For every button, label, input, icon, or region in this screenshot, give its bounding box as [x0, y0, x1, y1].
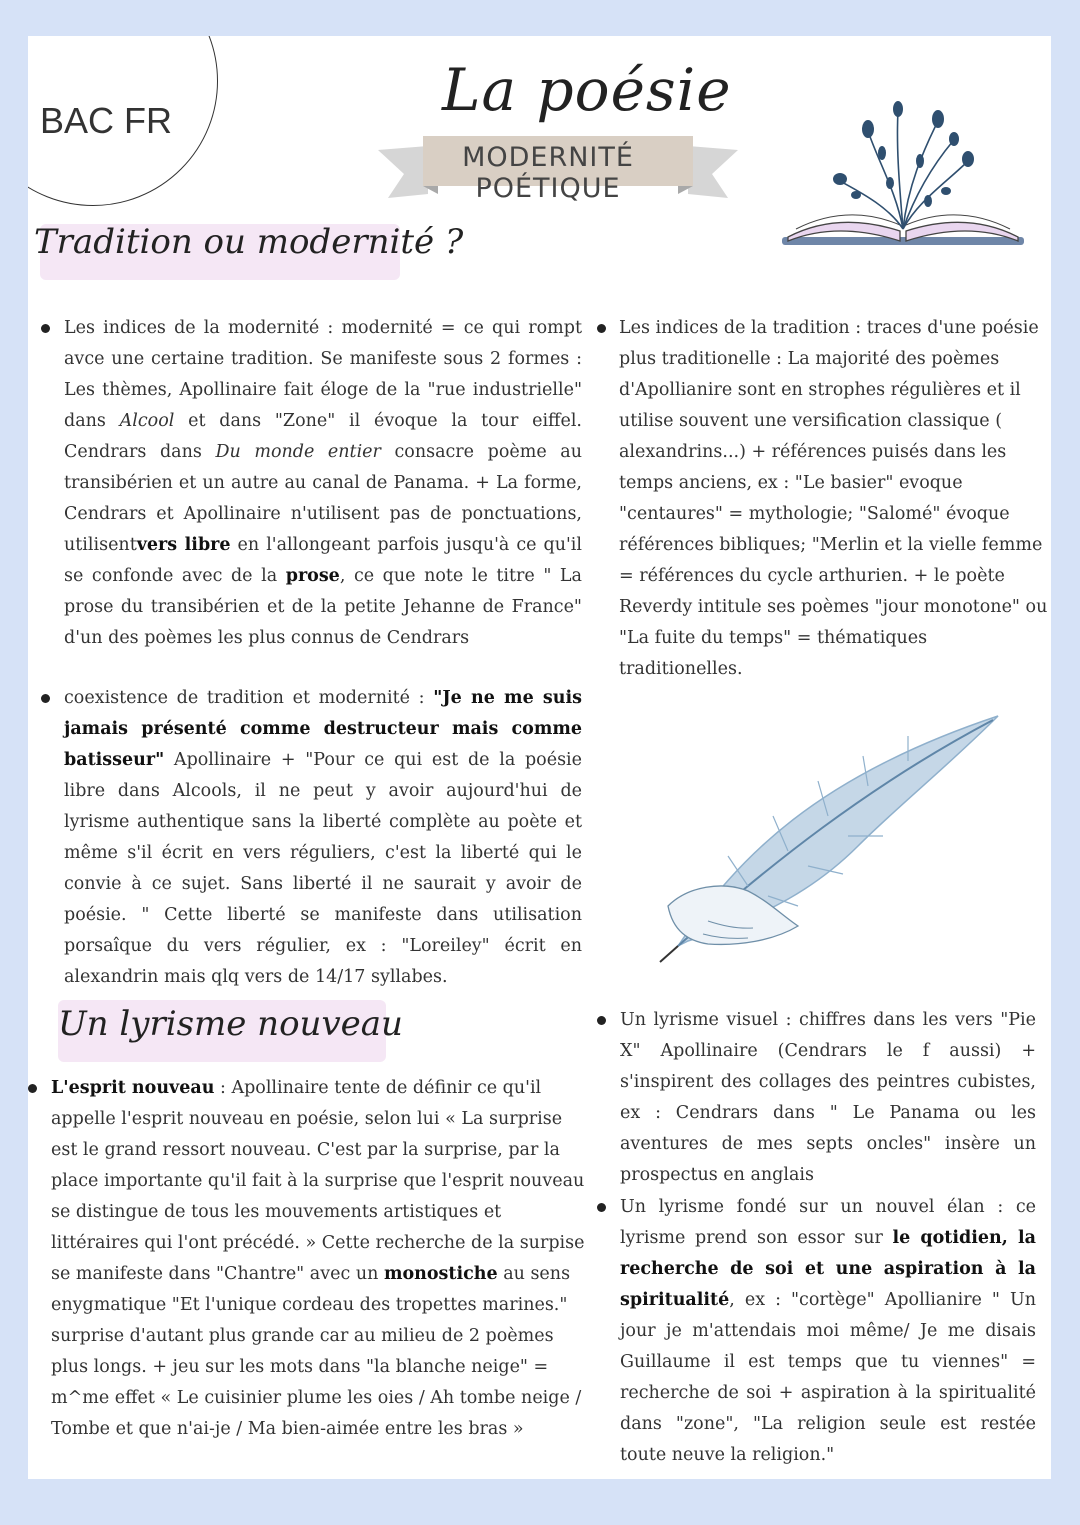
bullet-icon [28, 1084, 37, 1093]
quill-hand-icon [648, 696, 1008, 966]
paragraph-modernite: Les indices de la modernité : modernité = ce qui rompt avce une certaine tradition. Se manifeste sous 2 formes : Les thèmes, Apollinaire fait éloge de la "rue industrielle" dans Alcool et dans "Zone" il évoque la tour eiffel. Cendrars dans Du monde entier consacre poème au transibérien et un autre au canal de Panama. + La forme, Cendrars et Apollinaire n'utilisent pas de ponctuations, utilisentvers libre en l'allongeant parfois jusqu'à ce qu'il se confonde avec de la prose, ce que note le titre " La prose du transibérien et de la petite Jehanne de France" d'un des poèmes les plus connus de Cendrars [64, 318, 583, 648]
section-heading-tradition: Tradition ou modernité ? [34, 222, 463, 262]
paragraph-esprit-nouveau: L'esprit nouveau : Apollinaire tente de définir ce qu'il appelle l'esprit nouveau en poésie, selon lui « La surprise est le grand ressort nouveau. C'est par la surprise, par la place importante qu'il fait à la surprise que l'esprit nouveau se distingue de tous les mouvements artistiques et littéraires qui l'ont précédé. » Cette recherche de la surpise se manifeste dans "Chantre" avec un monostiche au sens enygmatique "Et l'unique cordeau des tropettes marines." surprise d'autant plus grande car au milieu de 2 poèmes plus longs. + jeu sur les mots dans "la blanche neige" = m^me effet « Le cuisinier plume les oies / Ah tombe neige / Tombe et que n'ai-je / Ma bien-aimée entre les bras » [51, 1078, 585, 1439]
bullet-icon [41, 324, 50, 333]
paragraph-nouvel-elan: Un lyrisme fondé sur un nouvel élan : ce lyrisme prend son essor sur le qotidien, la recherche de soi et une aspiration à la spiritualité, ex : "cortège" Apollianire " Un jour je m'attendais moi même/ Je me disais Guillaume il est temps que tu viennes" = recherche de soi + aspiration à la spiritualité dans "zone", "La religion seule est restée toute neuve la religion." [620, 1197, 1036, 1465]
section-heading-lyrisme: Un lyrisme nouveau [58, 1004, 403, 1044]
bullet-icon [41, 694, 50, 703]
bullet-icon [597, 1203, 606, 1212]
paragraph-tradition: Les indices de la tradition : traces d'une poésie plus traditionelle : La majorité des poèmes d'Apollianire sont en strophes régulières et il utilise souvent une versification classique ( alexandrins...) + références puisés dans les temps anciens, ex : "Le basier" evoque "centaures" = mythologie; "Salomé" évoque références bibliques; "Merlin et la vielle femme = références du cycle arthurien. + le poète Reverdy intitule ses poèmes "jour monotone" ou "La fuite du temps" = thématiques traditionelles. [619, 318, 1048, 679]
page-title: La poésie [442, 56, 732, 124]
bullet-icon [597, 1016, 606, 1025]
page-subtitle: MODERNITÉ POÉTIQUE [462, 142, 634, 204]
bullet-icon [597, 324, 606, 333]
paragraph-lyrisme-visuel: Un lyrisme visuel : chiffres dans les vers "Pie X" Apollinaire (Cendrars le f aussi) + s'inspirent des collages des peintres cubistes, ex : Cendrars dans " Le Panama ou les aventures de mes septs oncles" insère un prospectus en anglais [620, 1010, 1036, 1185]
paragraph-coexistence: coexistence de tradition et modernité : "Je ne me suis jamais présenté comme destructeur mais comme batisseur" Apollinaire + "Pour ce qui est de la poésie libre dans Alcools, il ne peut y avoir aujourd'hui de lyrisme authentique sans la liberté complète au poète et même s'il écrit en vers réguliers, c'est la liberté qui le convie à ce sujet. Sans liberté il ne saurait y avoir de poésie. " Cette liberté se manifeste dans utilisation porsaîque du vers régulier, ex : "Loreiley" écrit en alexandrin mais qlq vers de 14/17 syllabes. [64, 688, 582, 987]
page [28, 36, 1051, 1479]
bac-tag: BAC FR [40, 100, 173, 141]
book-flowers-icon [778, 91, 1028, 251]
